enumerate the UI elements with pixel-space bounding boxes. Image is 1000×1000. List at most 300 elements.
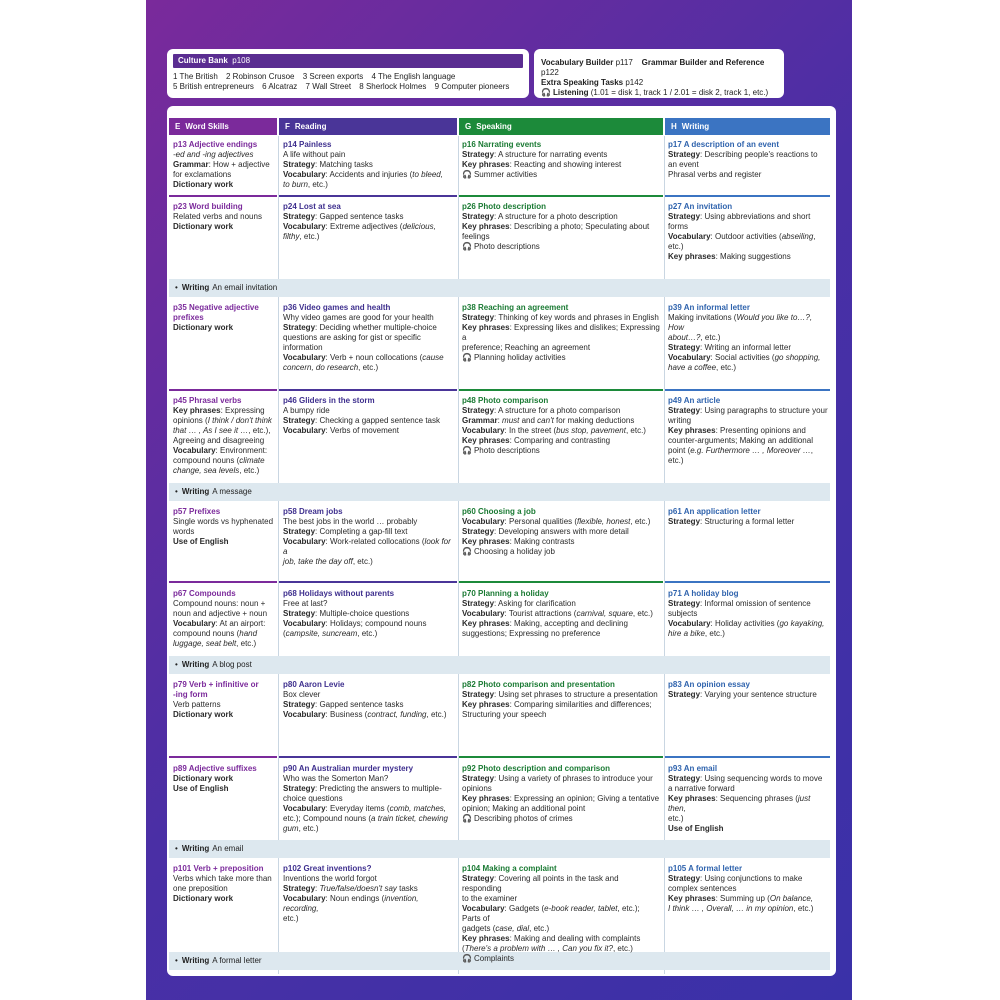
headphones-icon: 🎧 [541,88,551,97]
text-line: I think … , Overall, … in my opinion [668,904,794,913]
lesson-title: p17 A description of an event [668,140,779,149]
lesson-cell[interactable] [668,140,828,180]
text-line: A formal letter [212,956,262,965]
text-line [283,416,455,426]
lesson-cell[interactable] [283,140,455,190]
lesson-cell[interactable] [173,140,277,190]
text-line: must [502,416,520,425]
text-line: Use of English [173,537,229,546]
text-line: hire a bike [668,629,705,638]
text-line: carnival, square [576,609,633,618]
text-line: Word Skills [185,122,229,131]
text-line: Dictionary work [173,180,234,189]
text-line: : Social activities ( [710,353,775,362]
text-line: climate [239,456,265,465]
row-divider [459,195,663,197]
text-line [173,426,277,436]
text-line: etc.) [283,914,299,923]
text-line: A blog post [212,660,252,669]
headphones-icon: 🎧 [462,954,472,963]
text-line: that … , As I see it … [173,426,249,435]
text-line [668,619,828,629]
text-line [462,599,660,609]
text-line: , etc.) [426,710,447,719]
text-line: noun and adjective + noun [173,609,268,618]
text-line [462,150,660,160]
text-line: counter-arguments; Making an additional [668,436,813,445]
text-line: Structuring your speech [462,710,547,719]
text-line [668,774,828,784]
text-line [462,690,660,700]
column-header-reading [279,118,457,135]
text-line: Compound nouns: noun + [173,599,266,608]
text-line: Free at last? [283,599,328,608]
lesson-cell[interactable] [668,202,828,262]
lesson-title: p35 Negative adjective [173,303,259,312]
text-line [668,794,828,814]
text-line [462,353,660,363]
lesson-cell[interactable] [173,303,277,333]
text-line: change, sea levels [173,466,240,475]
text-line: Dictionary work [173,894,234,903]
lesson-cell[interactable] [283,303,455,373]
text-line [462,212,660,222]
text-line: luggage, seat belt [173,639,237,648]
text-line: flexible, honest [577,517,631,526]
lesson-title: p16 Narrating events [462,140,542,149]
text-line [173,446,277,456]
column-header-word-skills [169,118,277,135]
text-line: a train ticket, chewing [371,814,448,823]
lesson-cell[interactable] [173,680,277,720]
writing-band [169,279,830,297]
text-line: information [283,343,323,352]
text-line: : Environment: [215,446,268,455]
lesson-title: p92 Photo description and comparison [462,764,611,773]
text-line: : A structure for a photo comparison [494,406,621,415]
text-line: Vocabulary [668,619,711,628]
text-line [173,416,277,426]
text-line: Strategy [462,406,495,415]
lesson-cell[interactable] [173,202,277,232]
lesson-cell[interactable] [462,764,660,824]
text-line: : Using set phrases to structure a presentation [494,690,658,699]
text-line: Strategy [462,774,495,783]
text-line: : Verbs of movement [325,426,399,435]
culture-item[interactable]: 4 The English language [371,72,456,81]
text-line [462,944,660,954]
text-line: ( [462,944,465,953]
text-line: Writing [181,660,210,669]
text-line: can't [537,416,554,425]
lesson-cell[interactable] [462,589,660,639]
text-line: : Accidents and injuries ( [325,170,413,179]
text-line [173,466,277,476]
lesson-title: p80 Aaron Levie [283,680,345,689]
text-line: : Gadgets ( [504,904,545,913]
text-line: : Verb + noun collocations ( [325,353,423,362]
text-line [462,242,660,252]
lesson-cell[interactable] [283,680,455,720]
text-line: compound nouns ( [173,629,240,638]
text-line: G [465,122,472,131]
text-line: about…? [668,333,701,342]
row-divider [665,389,830,391]
text-line: : Outdoor activities ( [710,232,782,241]
culture-bank-list [173,72,528,92]
row-divider [459,581,663,583]
column-header-speaking [459,118,663,135]
text-line [283,609,455,619]
text-line: : Personal qualities ( [504,517,578,526]
text-line: Grammar [173,160,209,169]
lesson-cell[interactable] [462,507,660,557]
lesson-title: p58 Dream jobs [283,507,343,516]
text-line: An email [212,844,244,853]
text-line: Strategy [283,884,316,893]
text-line: Reading [294,122,327,131]
text-line: Use of English [668,824,724,833]
text-line: , etc.) [529,924,550,933]
grammar-builder-label: Grammar Builder and Reference [641,58,765,67]
lesson-cell[interactable] [283,764,455,834]
lesson-cell[interactable] [462,140,660,180]
text-line [462,446,660,456]
text-line: writing [668,416,692,425]
text-line: for exclamations [173,170,232,179]
listening-label: Listening [552,88,589,97]
text-line: case, dial [495,924,530,933]
text-line: preference; Reaching an agreement [462,343,591,352]
text-line: Describing photos of crimes [473,814,573,823]
text-line: , etc.) [307,180,328,189]
text-line: filthy [283,232,300,241]
lesson-title: p82 Photo comparison and presentation [462,680,615,689]
text-line: Key phrases [668,426,716,435]
text-line [668,353,828,363]
text-line: Photo descriptions [473,242,540,251]
text-line: Vocabulary [462,517,505,526]
text-line: : Holiday activities ( [710,619,780,628]
lesson-title: p104 Making a complaint [462,864,557,873]
culture-item[interactable]: 1 The British [173,72,218,81]
text-line: : Noun endings ( [325,894,385,903]
row-divider [665,581,830,583]
headphones-icon: 🎧 [462,446,472,455]
text-line: , etc.) [236,639,257,648]
text-line: : Structuring a formal letter [700,517,795,526]
text-line: : Covering all points in the task and responding [462,874,619,893]
lesson-cell[interactable] [283,396,455,436]
text-line [462,170,660,180]
text-line: e-book reader, tablet [544,904,618,913]
text-line: point ( [668,446,691,455]
text-line: , etc.) [239,466,260,475]
culture-item[interactable]: 2 Robinson Crusoe [226,72,295,81]
text-line [462,609,660,619]
text-line: Dictionary work [173,222,234,231]
row-divider [169,581,277,583]
text-line: job, take the day off [283,557,353,566]
text-line: Vocabulary [173,619,216,628]
text-line: : Matching tasks [315,160,373,169]
text-line: Box clever [283,690,321,699]
text-line: Vocabulary [668,232,711,241]
text-line: A bumpy ride [283,406,330,415]
text-line [283,222,455,232]
text-line: Strategy [283,212,316,221]
text-line: A message [212,487,252,496]
text-line [283,700,455,710]
text-line: Strategy [462,150,495,159]
text-line: Strategy [283,609,316,618]
text-line [668,517,828,527]
text-line [283,170,455,180]
text-line: Key phrases [462,222,510,231]
text-line: : A structure for a photo description [494,212,618,221]
row-divider [169,389,277,391]
text-line: Summer activities [473,170,538,179]
text-line [541,88,781,98]
lesson-cell[interactable] [462,303,660,363]
text-line: for making deductions [553,416,635,425]
text-line: : [497,416,503,425]
text-line [462,222,660,232]
text-line [462,527,660,537]
lesson-title: p39 An informal letter [668,303,750,312]
headphones-icon: 🎧 [462,353,472,362]
text-line: Photo descriptions [473,446,540,455]
lesson-title: p49 An article [668,396,721,405]
text-line: tasks [396,884,418,893]
text-line: words [173,527,195,536]
text-line: Key phrases [173,406,221,415]
text-line [173,72,528,82]
text-line: , etc.) [352,557,373,566]
text-line [283,814,455,824]
culture-item[interactable]: 7 Wall Street [305,82,352,91]
text-line: : Sequencing phrases ( [715,794,798,803]
lesson-title: p38 Reaching an agreement [462,303,569,312]
text-line: Complaints [473,954,514,963]
text-line: An email invitation [212,283,278,292]
text-line [462,160,660,170]
headphones-icon: 🎧 [462,242,472,251]
lesson-cell[interactable] [668,507,828,527]
text-line: Key phrases [462,700,510,709]
text-line: : In the street ( [504,426,557,435]
text-line: : Holidays; compound nouns [325,619,427,628]
lesson-cell[interactable] [462,680,660,720]
text-line: Strategy [668,690,701,699]
text-line: : Comparing similarities and differences; [509,700,652,709]
lesson-cell[interactable] [173,396,277,476]
text-line: : Using sequencing words to move [700,774,823,783]
text-line: • [175,956,178,965]
text-line: -ed and -ing adjectives [173,150,254,159]
text-line: to burn [283,180,308,189]
lesson-title: p79 Verb + infinitive or [173,680,259,689]
text-line [668,904,828,914]
text-line: : Multiple-choice questions [315,609,410,618]
culture-bank-box [167,49,529,98]
culture-item[interactable]: 8 Sherlock Holmes [359,82,427,91]
text-line [283,353,455,363]
text-line: : Extreme adjectives ( [325,222,403,231]
text-line: Strategy [462,527,495,536]
lesson-cell[interactable] [283,864,455,924]
text-line: suggestions; Expressing no preference [462,629,601,638]
text-line: opinions ( [173,416,208,425]
text-line [462,954,660,964]
text-line [668,874,828,884]
text-line: The best jobs in the world … probably [283,517,418,526]
text-line [283,537,455,557]
row-divider [279,389,457,391]
lesson-cell[interactable] [462,396,660,456]
text-line: Vocabulary [283,894,326,903]
lesson-cell[interactable] [668,764,828,834]
text-line: : Making, accepting and declining [509,619,628,628]
culture-item[interactable]: 3 Screen exports [302,72,364,81]
text-line: : Everyday items ( [325,804,390,813]
lesson-cell[interactable] [283,507,455,567]
lesson-cell[interactable] [668,864,828,914]
text-line: , etc.) [716,363,737,372]
text-line: Speaking [476,122,512,131]
lesson-title: p67 Compounds [173,589,236,598]
text-line: : Business ( [325,710,368,719]
lesson-cell[interactable] [173,864,277,904]
text-line: Vocabulary [173,446,216,455]
text-line: , etc.), [248,426,271,435]
lesson-cell[interactable] [668,396,828,466]
lesson-cell[interactable] [173,764,277,794]
text-line: : Using paragraphs to structure your [700,406,828,415]
text-line [462,924,660,934]
text-line: : Making contrasts [509,537,575,546]
text-line: , etc.) [632,609,653,618]
lesson-cell[interactable] [283,589,455,639]
text-line: invention, recording, [283,894,419,913]
text-line [173,406,277,416]
text-line: forms [668,222,688,231]
text-line: bus stop, pavement [556,426,626,435]
text-line [283,323,455,333]
lesson-cell[interactable] [668,303,828,373]
text-line [462,774,660,784]
lesson-title: p27 An invitation [668,202,733,211]
lesson-title: p61 An application letter [668,507,761,516]
text-line: Key phrases [462,619,510,628]
text-line [283,212,455,222]
text-line: : Using a variety of phrases to introduce your [494,774,653,783]
culture-bank-title: Culture Bank [178,56,228,65]
lesson-title: p70 Planning a holiday [462,589,549,598]
lesson-title: p83 An opinion essay [668,680,750,689]
text-line: Strategy [283,700,316,709]
text-line: Why video games are good for your health [283,313,434,322]
text-line: : Making suggestions [715,252,791,261]
text-line [462,426,660,436]
culture-item[interactable]: 5 British entrepreneurs [173,82,254,91]
text-line [668,426,828,436]
text-line: E [175,122,181,131]
lesson-title: p93 An email [668,764,718,773]
text-line: , etc.) [625,426,646,435]
text-line: Vocabulary [283,619,326,628]
text-line: , etc.); Parts of [462,904,640,923]
text-line: complex sentences [668,884,737,893]
text-line: Key phrases [462,436,510,445]
lesson-cell[interactable] [462,864,660,964]
text-line [541,58,781,98]
text-line: : Writing an informal letter [700,343,792,352]
culture-item[interactable]: 6 Alcatraz [262,82,298,91]
text-line: Strategy [668,774,701,783]
text-line: : Checking a gapped sentence task [315,416,440,425]
text-line: Vocabulary [283,170,326,179]
writing-band [169,840,830,858]
lesson-cell[interactable] [668,589,828,639]
text-line: A life without pain [283,150,346,159]
text-line: Would you like to…?, How [668,313,813,332]
lesson-cell[interactable] [462,202,660,252]
text-line: , etc.) [793,904,814,913]
lesson-title: -ing form [173,690,208,699]
text-line: Planning holiday activities [473,353,566,362]
text-line: concern, do research [283,363,359,372]
lesson-cell[interactable] [668,680,828,700]
lesson-title: p101 Verb + preposition [173,864,264,873]
text-line [283,232,455,242]
text-line: Strategy [462,690,495,699]
lesson-title: p60 Choosing a job [462,507,536,516]
text-line: Phrasal verbs and register [668,170,762,179]
reference-box [534,49,784,98]
row-divider [665,756,830,758]
text-line: : Predicting the answers to multiple- [315,784,442,793]
text-line: Key phrases [462,323,510,332]
text-line: Strategy [283,160,316,169]
text-line [173,639,277,649]
text-line [173,82,528,92]
text-line: , etc.) [668,446,813,465]
text-line: : Expressing an opinion; Giving a tentative [509,794,660,803]
text-line: Related verbs and nouns [173,212,262,221]
lesson-title: p23 Word building [173,202,243,211]
text-line [668,629,828,639]
lesson-cell[interactable] [283,202,455,242]
text-line: Vocabulary [283,537,326,546]
text-line [283,824,455,834]
lesson-cell[interactable] [173,589,277,649]
text-line [462,537,660,547]
text-line: : Thinking of key words and phrases in English [494,313,659,322]
text-line: Strategy [462,313,495,322]
text-line: Writing [681,122,710,131]
lesson-cell[interactable] [173,507,277,547]
text-line: Strategy [283,323,316,332]
text-line: : Presenting opinions and [715,426,806,435]
text-line: go kayaking, [779,619,825,628]
text-line: Key phrases [462,934,510,943]
culture-item[interactable]: 9 Computer pioneers [434,82,510,91]
text-line: : Summing up ( [715,894,770,903]
writing-band [169,483,830,501]
text-line: : Describing people's reactions to [700,150,818,159]
text-line: Strategy [668,406,701,415]
